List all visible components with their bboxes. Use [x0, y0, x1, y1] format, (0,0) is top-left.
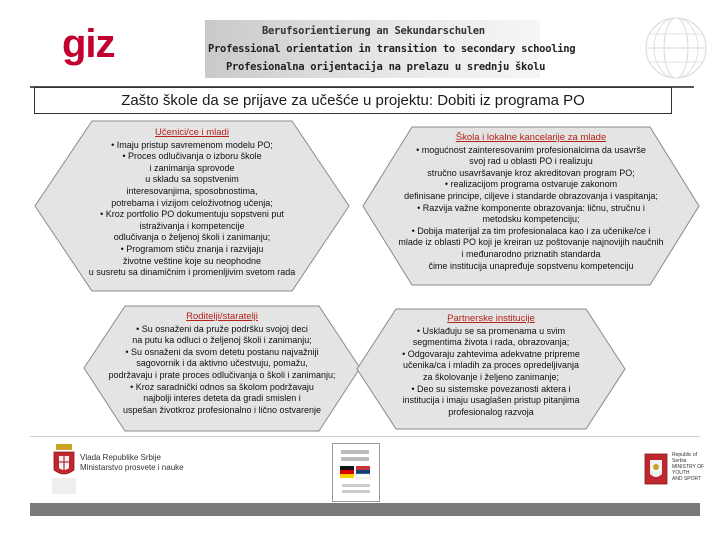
parents-line: • Su osnaženi da pruže podršku svojoj deci — [136, 323, 308, 334]
parents-line: na putu ka odluci o željenoj školi i zanimanju; — [132, 335, 312, 346]
parents-block — [83, 305, 361, 432]
students-line: • Kroz portfolio PO dokumentuju sopstveni put — [100, 209, 284, 220]
slide-title: Zašto škole da se prijave za učešće u projektu: Dobiti iz programa PO — [34, 87, 672, 114]
schools-title: Škola i lokalne kancelarije za mlade — [455, 132, 607, 143]
header-line-serbian: Profesionalna orijentacija na prelazu u srednju školu — [226, 61, 546, 73]
sport-line: MINISTRY OF — [672, 464, 705, 470]
schools-line: • realizacijom programa ostvaruje zakonom — [444, 179, 618, 190]
sport-line: AND SPORT — [672, 476, 702, 482]
giz-logo: giz — [62, 22, 115, 66]
students-line: • Programom stiču znanja i razvijaju — [120, 243, 264, 254]
partners-text — [356, 313, 626, 418]
parents-line: najbolji interes deteta da gradi smislen i — [143, 393, 301, 404]
partners-line: institucija i imaju usaglašen pristup pitanjima — [402, 395, 580, 406]
sport-line: Republic of Serbia — [672, 452, 698, 464]
ministry-text — [80, 453, 184, 473]
parents-line: • Kroz saradnički odnos sa školom podržavaju — [130, 381, 314, 392]
students-block — [34, 120, 350, 292]
ministry-line: Vlada Republike Srbije — [80, 453, 161, 462]
parents-text — [83, 311, 361, 416]
cooperation-logo — [332, 443, 380, 502]
schools-line: • Dobija materijal za tim profesionalaca kao i za učenike/ce i — [411, 225, 651, 236]
students-line: u skladu sa sopstvenim — [145, 174, 239, 185]
partners-line: • Deo su sistemske povezanosti aktera i — [411, 383, 571, 394]
partners-line: • Odgovaraju zahtevima adekvatne pripreme — [402, 348, 580, 359]
students-line: • Proces odlučivanja o izboru škole — [122, 151, 262, 162]
schools-line: mlade iz oblasti PO koji je kreiran uz poštovanje najnovijih naučnih — [398, 237, 664, 248]
sport-ministry-text — [672, 452, 712, 482]
serbia-coat-of-arms-icon — [52, 444, 76, 494]
students-line: životne veštine koje su neophodne — [122, 255, 262, 266]
students-line: odlučivanja o željenoj školi i zanimanju; — [113, 232, 271, 243]
partners-line: za školovanje i željeno zanimanje; — [422, 371, 560, 382]
students-title: Učenici/ce i mladi — [155, 127, 229, 138]
partners-line: segmentima života i rada, obrazovanja; — [412, 337, 570, 348]
schools-line: svoj rad u oblasti PO i realizuju — [469, 156, 593, 167]
partners-block — [356, 308, 626, 430]
partners-line: učenika/ca i mladih za proces opredeljivanja — [402, 360, 580, 371]
students-line: istraživanja i kompetencije — [139, 220, 245, 231]
schools-line: stručno usavršavanje kroz akreditovan program PO; — [427, 167, 635, 178]
parents-line: • Su osnaženi da svom detetu postanu najvažniji — [125, 346, 319, 357]
students-line: • Imaju pristup savremenom modelu PO; — [111, 139, 273, 150]
schools-text — [362, 132, 700, 272]
footer-bar — [30, 503, 700, 516]
ministry-line: Ministarstvo prosvete i nauke — [80, 463, 184, 472]
schools-line: čime institucija unapređuje sopstvenu kompetenciju — [428, 260, 634, 271]
globe-icon — [640, 12, 712, 84]
flags-icon — [334, 464, 378, 498]
sport-line: YOUTH — [672, 470, 690, 476]
partners-line: profesionalog razvoja — [448, 406, 534, 417]
footer-divider — [30, 436, 700, 437]
schools-line: • mogućnost zainteresovanim profesionalcima da usavrše — [416, 144, 646, 155]
students-line: u susretu sa dinamičnim i promenljivim svetom rada — [88, 267, 296, 278]
parents-line: podržavaju i prate proces odlučivanja o školi i zanimanju; — [108, 369, 336, 380]
header-line-german: Berufsorientierung an Sekundarschulen — [262, 25, 485, 37]
schools-line: definisane principe, ciljeve i standarde obrazovanja i vaspitanja; — [404, 190, 658, 201]
partners-line: • Usklađuju se sa promenama u svim — [416, 325, 566, 336]
parents-line: uspešan životkroz profesionalno i lično ostvarenje — [122, 404, 322, 415]
students-line: potrebama i vizijom celoživotnog učenja; — [111, 197, 273, 208]
header-line-english: Professional orientation in transition to secondary schooling — [208, 43, 576, 55]
students-line: interesovanjima, sposobnostima, — [126, 185, 258, 196]
schools-line: • Razvija važne komponente obrazovanja: ličnu, stručnu i — [417, 202, 645, 213]
parents-title: Roditelji/staratelji — [186, 311, 258, 322]
students-text — [34, 127, 350, 279]
students-line: i zanimanja sprovode — [149, 162, 235, 173]
parents-line: sagovornik i da aktivno učestvuju, pomažu, — [136, 358, 308, 369]
schools-line: metodsku kompetenciju; — [482, 214, 580, 225]
partners-title: Partnerske institucije — [447, 313, 535, 324]
schools-block — [362, 126, 700, 286]
schools-line: i međunarodno priznatih standarda — [461, 248, 601, 259]
ministry-sport-logo-icon — [643, 452, 669, 492]
